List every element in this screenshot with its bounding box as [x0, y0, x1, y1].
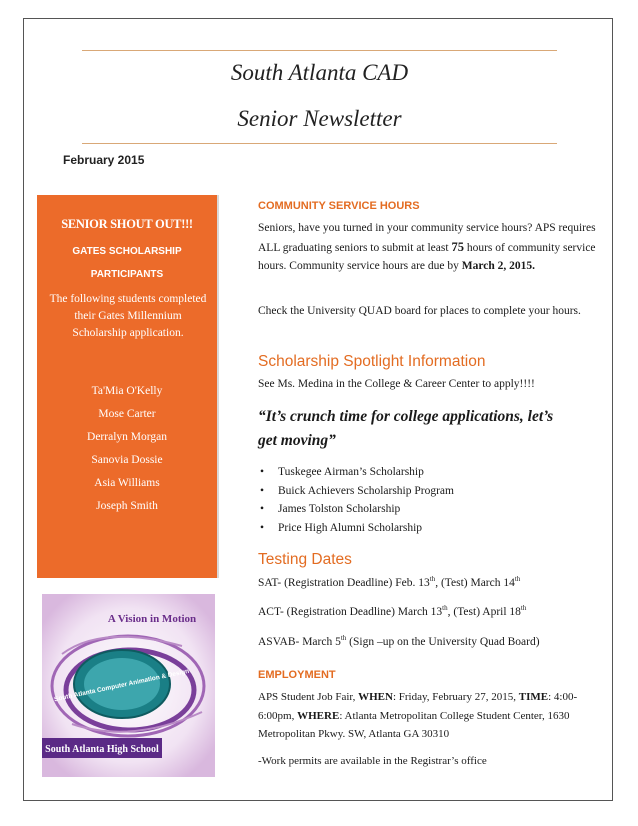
shout-out-subheading: GATES SCHOLARSHIP [72, 246, 182, 257]
act-dates [258, 603, 603, 622]
where-label: WHERE [297, 709, 340, 722]
job-fair-text: : Friday, February 27, 2015, [392, 691, 519, 703]
shout-out-subheading-2: PARTICIPANTS [90, 269, 164, 280]
community-text: hours of community service hours. Community service hours are due by [258, 241, 596, 272]
asvab-dates [258, 633, 603, 652]
act-text: , (Test) April 18 [447, 606, 521, 618]
list-item: • Buick Achievers Scholarship Program [258, 482, 603, 501]
logo-top-text: A Vision in Motion [107, 613, 197, 625]
testing-dates-heading: Testing Dates [258, 551, 352, 568]
newsletter-title-line1: South Atlanta CAD [230, 60, 409, 85]
scholarship-list [258, 463, 603, 537]
ordinal: th [442, 604, 448, 613]
participant-name: Joseph Smith [96, 500, 158, 512]
list-item: • James Tolston Scholarship [258, 500, 603, 519]
logo-bottom-text: South Atlanta High School [45, 744, 159, 755]
participant-name: Derralyn Morgan [87, 431, 167, 443]
school-logo [42, 594, 215, 777]
community-quad-paragraph: Check the University QUAD board for places to complete your hours. [258, 305, 581, 317]
ordinal: th [514, 575, 521, 584]
participant-name: Mose Carter [98, 408, 156, 420]
header-rule-top [82, 50, 557, 51]
when-label: WHEN [358, 691, 393, 703]
logo-center-text: South Atlanta Computer Animation & Design [53, 667, 190, 704]
asvab-text: (Sign –up on the University Quad Board) [346, 636, 540, 648]
scholarship-quote: “It’s crunch time for college applications, let’s get moving” [258, 408, 554, 449]
participant-name: Ta'Mia O'Kelly [91, 385, 163, 397]
participant-name: Asia Williams [94, 477, 160, 489]
list-item: • Price High Alumni Scholarship [258, 519, 603, 538]
job-fair-text: : 4:00-6:00pm, [258, 691, 578, 722]
sat-dates [258, 574, 603, 593]
required-hours: 75 [451, 239, 464, 254]
scholarship-apply-text: See Ms. Medina in the College & Career Center to apply!!!! [258, 378, 535, 390]
participant-name: Sanovia Dossie [91, 454, 163, 466]
employment-heading: EMPLOYMENT [258, 669, 336, 681]
job-fair-text: : Atlanta Metropolitan College Student Center, 1630 Metropolitan Pkwy. SW, Atlanta GA 30310 [258, 709, 570, 740]
asvab-text: ASVAB- March 5 [258, 636, 341, 648]
header-rule-bottom [82, 143, 557, 144]
time-label: TIME [518, 691, 549, 703]
newsletter-title-line2: Senior Newsletter [237, 106, 402, 131]
job-fair-text: APS Student Job Fair, [258, 691, 359, 703]
community-service-paragraph [258, 219, 603, 276]
list-item: • Tuskegee Airman’s Scholarship [258, 463, 603, 482]
act-text: ACT- (Registration Deadline) March 13 [258, 606, 443, 618]
ordinal: th [429, 575, 436, 584]
sat-text: SAT- (Registration Deadline) Feb. 13 [258, 577, 430, 589]
sat-text: , (Test) March 14 [435, 577, 515, 589]
community-text: Seniors, have you turned in your community service hours? APS requires ALL graduating seniors to submit at least [258, 222, 596, 254]
shout-out-heading: SENIOR SHOUT OUT!!! [61, 217, 193, 231]
ordinal: th [520, 604, 527, 613]
participant-list [37, 380, 217, 518]
community-service-heading: COMMUNITY SERVICE HOURS [258, 200, 420, 212]
job-fair-paragraph [258, 688, 603, 744]
shout-out-sidebar [37, 195, 219, 578]
issue-date: February 2015 [63, 153, 145, 167]
ordinal: th [340, 634, 347, 643]
work-permit-note: -Work permits are available in the Registrar’s office [258, 755, 487, 767]
scholarship-heading: Scholarship Spotlight Information [258, 353, 486, 370]
due-date: March 2, 2015. [461, 260, 536, 272]
shout-out-description: The following students completed their Gates Millennium Scholarship application. [49, 293, 207, 339]
